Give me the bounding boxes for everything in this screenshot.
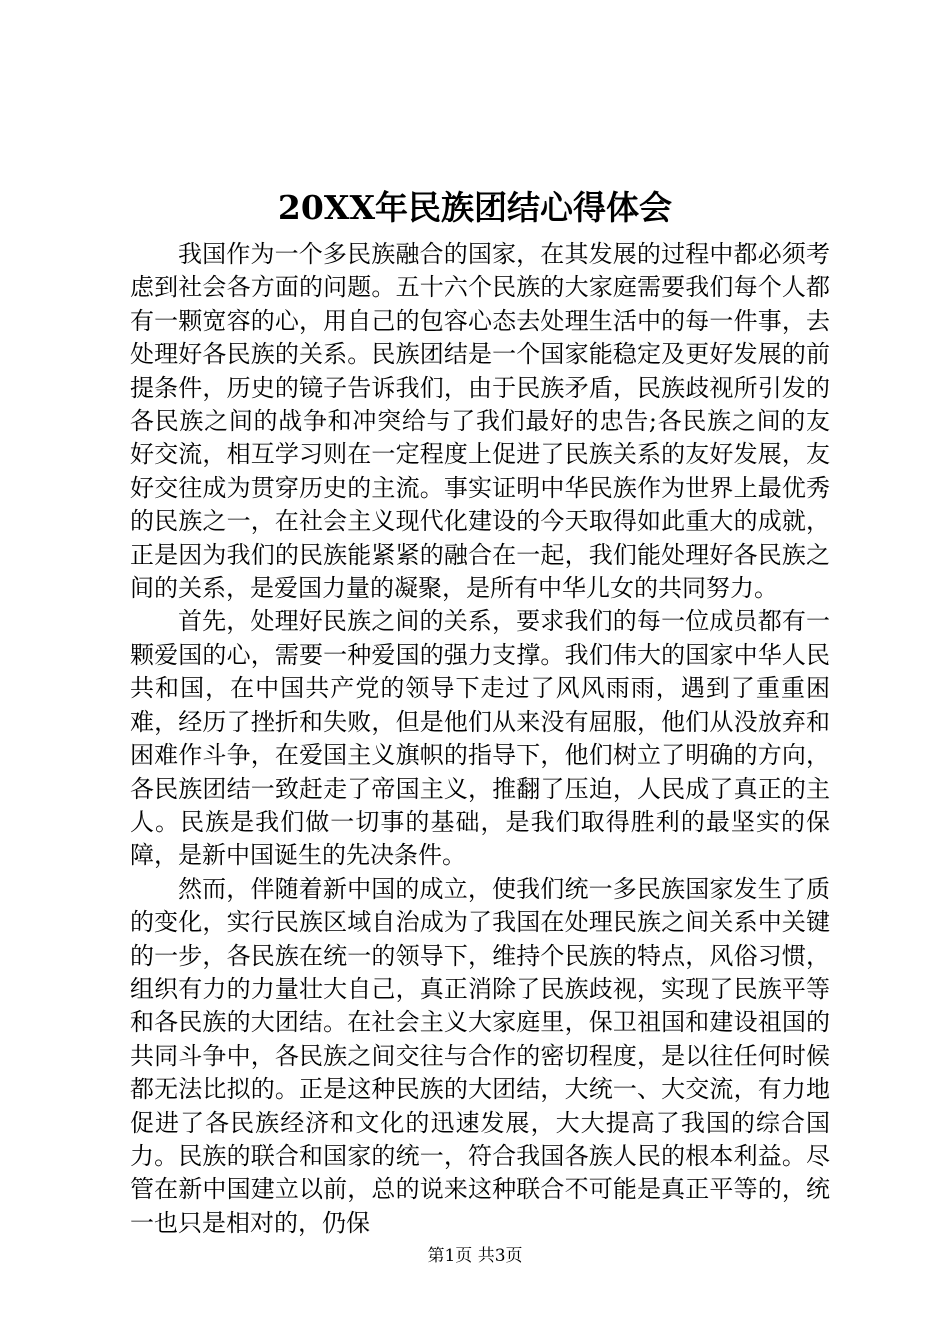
page-indicator: 第1页 共3页 <box>427 1246 523 1266</box>
page-footer <box>0 1244 950 1268</box>
paragraph-1: 我国作为一个多民族融合的国家，在其发展的过程中都必须考虑到社会各方面的问题。五十六个民族的大家庭需要我们每个人都有一颗宽容的心，用自己的包容心态去处理生活中的每一件事，去处理好各民族的关系。民族团结是一个国家能稳定及更好发展的前提条件，历史的镜子告诉我们，由于民族矛盾，民族歧视所引发的各民族之间的战争和冲突给与了我们最好的忠告;各民族之间的友好交流，相互学习则在一定程度上促进了民族关系的友好发展，友好交往成为贯穿历史的主流。事实证明中华民族作为世界上最优秀的民族之一，在社会主义现代化建设的今天取得如此重大的成就，正是因为我们的民族能紧紧的融合在一起，我们能处理好各民族之间的关系，是爱国力量的凝聚，是所有中华儿女的共同努力。 <box>130 240 830 603</box>
paragraph-3: 然而，伴随着新中国的成立，使我们统一多民族国家发生了质的变化，实行民族区域自治成为了我国在处理民族之间关系中关键的一步，各民族在统一的领导下，维持个民族的特点，风俗习惯，组织有力的力量壮大自己，真正消除了民族歧视，实现了民族平等和各民族的大团结。在社会主义大家庭里，保卫祖国和建设祖国的共同斗争中，各民族之间交往与合作的密切程度，是以往任何时候都无法比拟的。正是这种民族的大团结，大统一、大交流，有力地促进了各民族经济和文化的迅速发展，大大提高了我国的综合国力。民族的联合和国家的统一，符合我国各族人民的根本利益。尽管在新中国建立以前，总的说来这种联合不可能是真正平等的，统一也只是相对的，仍保 <box>130 874 830 1237</box>
document-body <box>130 238 830 1240</box>
document-title: 20XX年民族团结心得体会 <box>277 188 673 227</box>
paragraph-2: 首先，处理好民族之间的关系，要求我们的每一位成员都有一颗爱国的心，需要一种爱国的强力支撑。我们伟大的国家中华人民共和国，在中国共产党的领导下走过了风风雨雨，遇到了重重困难，经历了挫折和失败，但是他们从来没有屈服，他们从没放弃和困难作斗争，在爱国主义旗帜的指导下，他们树立了明确的方向，各民族团结一致赶走了帝国主义，推翻了压迫，人民成了真正的主人。民族是我们做一切事的基础，是我们取得胜利的最坚实的保障，是新中国诞生的先决条件。 <box>130 607 830 870</box>
